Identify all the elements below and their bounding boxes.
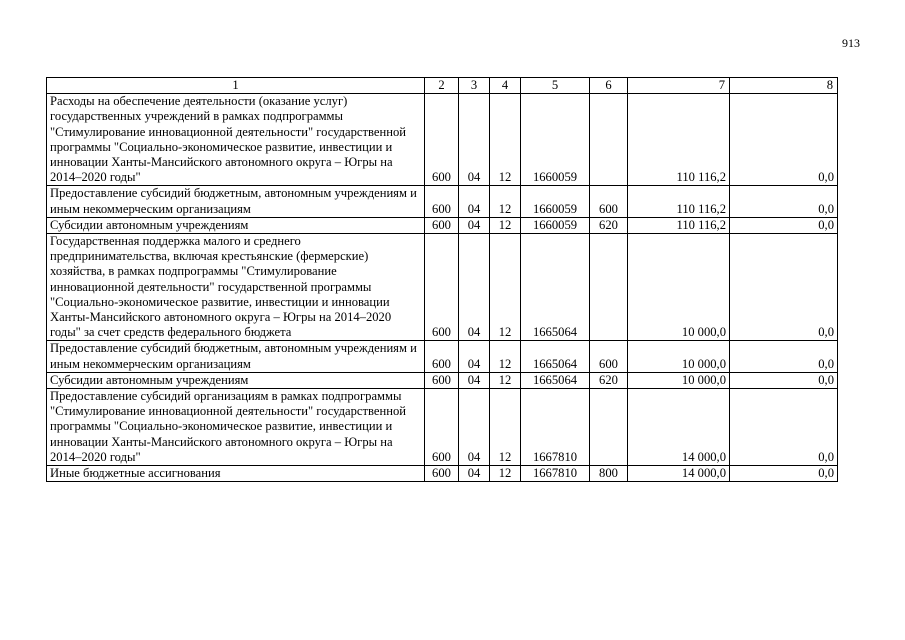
- row-code-2: 600: [425, 389, 459, 466]
- table-row: [47, 389, 838, 466]
- row-code-3: 04: [459, 94, 490, 186]
- row-code-6: 620: [590, 217, 628, 233]
- row-amount-7: 110 116,2: [628, 217, 730, 233]
- table-row: [47, 217, 838, 233]
- row-code-4: 12: [490, 466, 521, 482]
- row-code-3: 04: [459, 389, 490, 466]
- row-amount-8: 0,0: [730, 389, 838, 466]
- row-code-3: 04: [459, 217, 490, 233]
- header-cell-8: 8: [730, 78, 838, 94]
- row-code-5: 1665064: [521, 341, 590, 372]
- row-code-5: 1667810: [521, 466, 590, 482]
- table-row: [47, 466, 838, 482]
- row-code-3: 04: [459, 186, 490, 217]
- row-code-5: 1665064: [521, 372, 590, 388]
- row-amount-7: 14 000,0: [628, 466, 730, 482]
- row-description: Расходы на обеспечение деятельности (оказание услуг) государственных учреждений в рамках подпрограммы "Стимулирование инновационной деятельности" государственной программы "Социально-экономическое развитие, инвестиции и инновации Ханты-Мансийского автономного округа – Югры на 2014–2020 годы": [47, 94, 425, 186]
- row-code-6: [590, 234, 628, 341]
- row-code-4: 12: [490, 186, 521, 217]
- row-code-5: 1660059: [521, 94, 590, 186]
- row-code-5: 1667810: [521, 389, 590, 466]
- row-amount-7: 110 116,2: [628, 186, 730, 217]
- row-code-6: [590, 389, 628, 466]
- row-description: Государственная поддержка малого и среднего предпринимательства, включая крестьянские (фермерские) хозяйства, в рамках подпрограммы "Стимулирование инновационной деятельности" государственной программы "Социально-экономическое развитие, инвестиции и инновации Ханты-Мансийского автономного округа – Югры на 2014–2020 годы" за счет средств федерального бюджета: [47, 234, 425, 341]
- row-code-3: 04: [459, 341, 490, 372]
- header-cell-5: 5: [521, 78, 590, 94]
- header-cell-6: 6: [590, 78, 628, 94]
- row-code-2: 600: [425, 217, 459, 233]
- header-cell-7: 7: [628, 78, 730, 94]
- page-number: 913: [842, 36, 860, 50]
- header-cell-2: 2: [425, 78, 459, 94]
- table-row: [47, 186, 838, 217]
- row-code-3: 04: [459, 234, 490, 341]
- row-code-6: 600: [590, 186, 628, 217]
- row-code-4: 12: [490, 389, 521, 466]
- row-amount-8: 0,0: [730, 466, 838, 482]
- row-amount-7: 10 000,0: [628, 372, 730, 388]
- row-code-4: 12: [490, 341, 521, 372]
- row-description: Иные бюджетные ассигнования: [47, 466, 425, 482]
- row-code-5: 1660059: [521, 186, 590, 217]
- row-description: Предоставление субсидий бюджетным, автономным учреждениям и иным некоммерческим организациям: [47, 341, 425, 372]
- row-code-4: 12: [490, 372, 521, 388]
- row-code-6: 600: [590, 341, 628, 372]
- row-code-2: 600: [425, 94, 459, 186]
- row-code-3: 04: [459, 466, 490, 482]
- table-row: [47, 234, 838, 341]
- table-row: [47, 341, 838, 372]
- row-code-4: 12: [490, 94, 521, 186]
- row-amount-7: 14 000,0: [628, 389, 730, 466]
- row-code-2: 600: [425, 341, 459, 372]
- row-amount-7: 10 000,0: [628, 234, 730, 341]
- header-cell-4: 4: [490, 78, 521, 94]
- row-code-2: 600: [425, 186, 459, 217]
- row-code-6: [590, 94, 628, 186]
- row-amount-8: 0,0: [730, 234, 838, 341]
- row-code-6: 800: [590, 466, 628, 482]
- row-amount-7: 110 116,2: [628, 94, 730, 186]
- header-cell-1: 1: [47, 78, 425, 94]
- row-description: Предоставление субсидий организациям в рамках подпрограммы "Стимулирование инновационной деятельности" государственной программы "Социально-экономическое развитие, инвестиции и инновации Ханты-Мансийского автономного округа – Югры на 2014–2020 годы": [47, 389, 425, 466]
- row-code-3: 04: [459, 372, 490, 388]
- row-amount-8: 0,0: [730, 94, 838, 186]
- row-code-2: 600: [425, 466, 459, 482]
- row-code-2: 600: [425, 372, 459, 388]
- header-cell-3: 3: [459, 78, 490, 94]
- budget-table: [46, 77, 838, 482]
- table-header-row: [47, 78, 838, 94]
- row-code-4: 12: [490, 217, 521, 233]
- row-description: Субсидии автономным учреждениям: [47, 372, 425, 388]
- row-code-2: 600: [425, 234, 459, 341]
- row-code-4: 12: [490, 234, 521, 341]
- row-amount-8: 0,0: [730, 186, 838, 217]
- row-code-5: 1660059: [521, 217, 590, 233]
- table-row: [47, 94, 838, 186]
- row-description: Предоставление субсидий бюджетным, автономным учреждениям и иным некоммерческим организациям: [47, 186, 425, 217]
- row-code-6: 620: [590, 372, 628, 388]
- row-amount-7: 10 000,0: [628, 341, 730, 372]
- row-code-5: 1665064: [521, 234, 590, 341]
- row-amount-8: 0,0: [730, 217, 838, 233]
- row-amount-8: 0,0: [730, 341, 838, 372]
- row-description: Субсидии автономным учреждениям: [47, 217, 425, 233]
- row-amount-8: 0,0: [730, 372, 838, 388]
- table-row: [47, 372, 838, 388]
